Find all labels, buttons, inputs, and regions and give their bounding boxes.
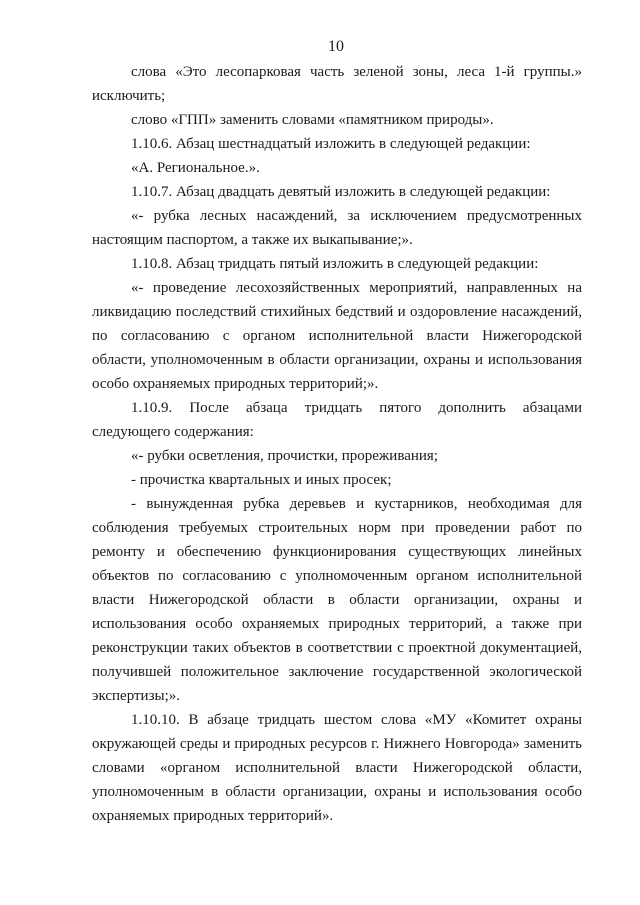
paragraph-10: «- рубки осветления, прочистки, прореживания; [131, 448, 438, 464]
paragraph-7: 1.10.8. Абзац тридцать пятый изложить в следующей редакции: [131, 256, 539, 272]
paragraph-12: - вынужденная рубка деревьев и кустарников, необходимая для соблюдения требуемых строительных норм при проведении работ по ремонту и обеспечению функционирования существующих линейных объектов по согласованию с уполномоченным органом исполнительной власти Нижегородской области в области организации, охраны и использования особо охраняемых природных территорий, а также при реконструкции таких объектов в соответствии с проектной документацией, получившей положительное заключение государственной экологической экспертизы;». [92, 496, 582, 704]
paragraph-2: слово «ГПП» заменить словами «памятником природы». [131, 112, 494, 128]
paragraph-3: 1.10.6. Абзац шестнадцатый изложить в следующей редакции: [131, 136, 531, 152]
paragraph-9: 1.10.9. После абзаца тридцать пятого дополнить абзацами следующего содержания: [92, 400, 582, 440]
paragraph-4: «А. Региональное.». [131, 160, 260, 176]
paragraph-13: 1.10.10. В абзаце тридцать шестом слова «МУ «Комитет охраны окружающей среды и природных ресурсов г. Нижнего Новгорода» заменить словами «органом исполнительной власти Нижегородской области, уполномоченным в области организации, охраны и использования особо охраняемых природных территорий». [92, 712, 582, 824]
page-number: 10 [328, 38, 344, 55]
paragraph-5: 1.10.7. Абзац двадцать девятый изложить в следующей редакции: [131, 184, 551, 200]
paragraph-8: «- проведение лесохозяйственных мероприятий, направленных на ликвидацию последствий стихийных бедствий и оздоровление насаждений, по согласованию с органом исполнительной власти Нижегородской области, уполномоченным в области организации, охраны и использования особо охраняемых природных территорий;». [92, 280, 582, 392]
paragraph-11: - прочистка квартальных и иных просек; [131, 472, 392, 488]
paragraph-1: слова «Это лесопарковая часть зеленой зоны, леса 1-й группы.» исключить; [92, 64, 582, 104]
document-body [92, 60, 582, 828]
paragraph-6: «- рубка лесных насаждений, за исключением предусмотренных настоящим паспортом, а также их выкапывание;». [92, 208, 582, 248]
